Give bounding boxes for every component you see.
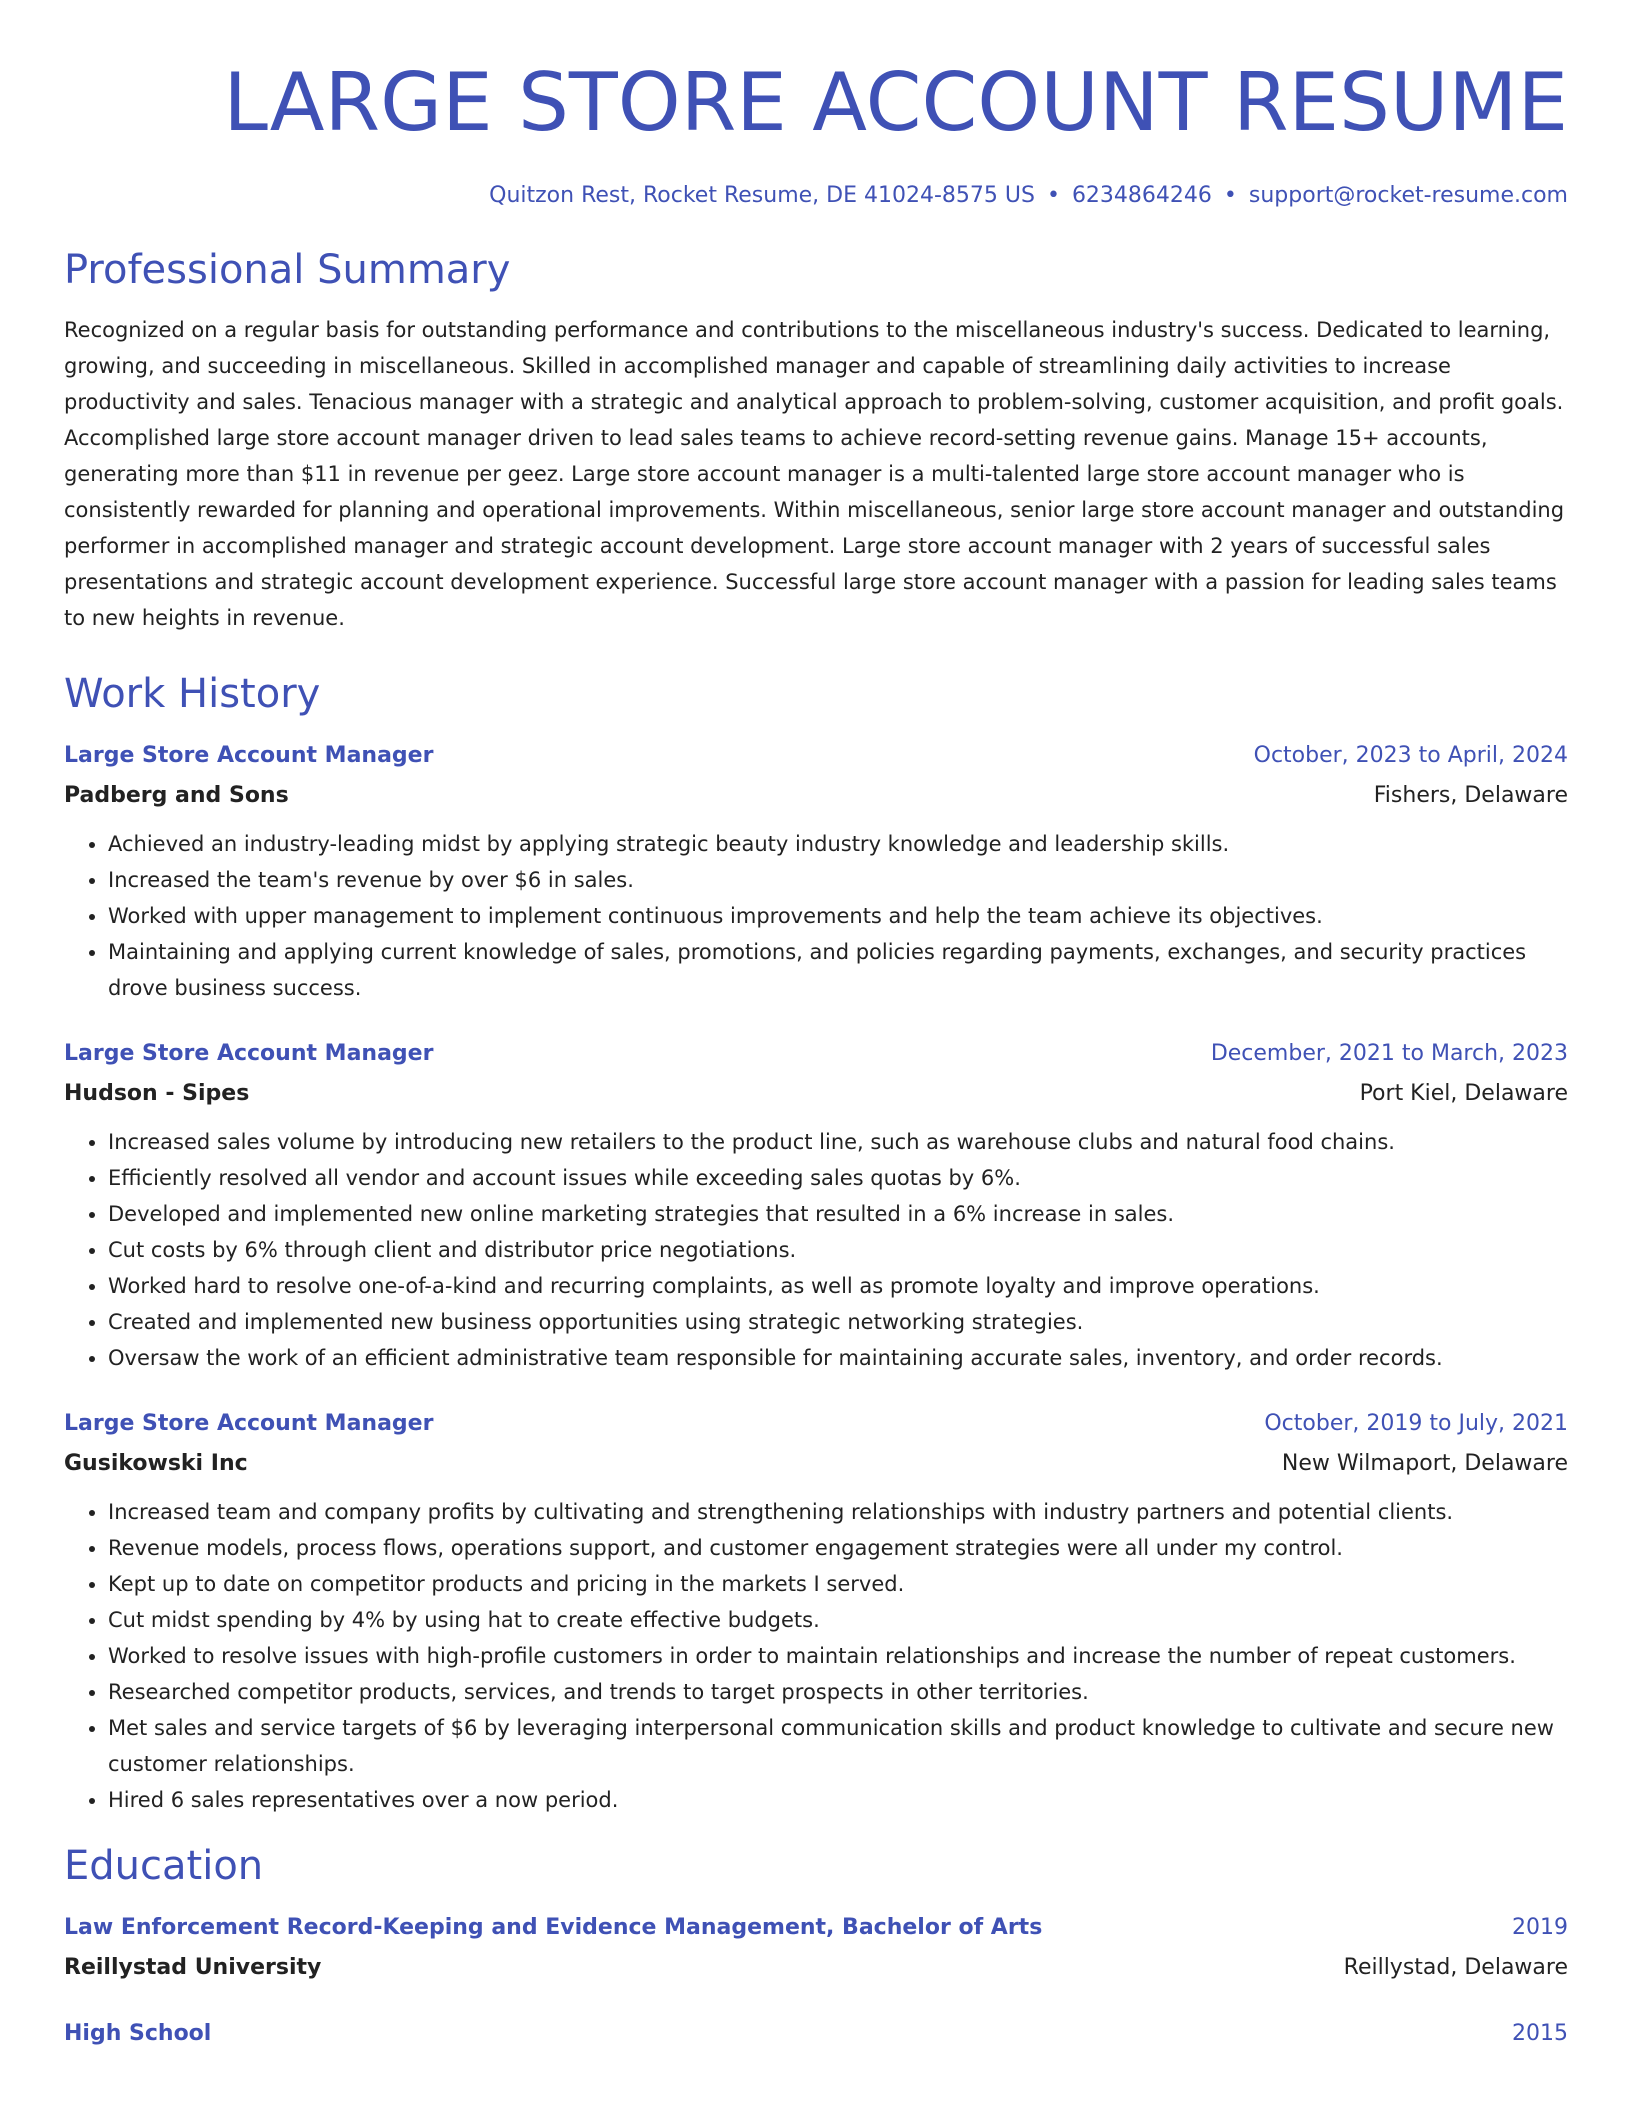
job-bullet: • Developed and implemented new online marketing strategies that resulted in a 6% increase in sales. — [108, 1196, 1568, 1232]
job-dates: October, 2023 to April, 2024 — [1253, 743, 1568, 768]
job-dates: October, 2019 to July, 2021 — [1264, 1411, 1568, 1436]
work-history-section — [64, 666, 1568, 1818]
job-company-row — [64, 1074, 1568, 1114]
job-entry — [64, 1034, 1568, 1376]
resume-title: LARGE STORE ACCOUNT RESUME — [223, 56, 1568, 149]
job-bullet: • Revenue models, process flows, operations support, and customer engagement strategies were all under my control. — [108, 1530, 1568, 1566]
education-heading: Education — [64, 1843, 264, 1889]
summary-heading: Professional Summary — [64, 247, 511, 293]
work-history-heading: Work History — [64, 671, 321, 717]
job-bullets — [64, 826, 1568, 1006]
job-bullet: • Oversaw the work of an efficient administrative team responsible for maintaining accurate sales, inventory, and order records. — [108, 1340, 1568, 1376]
job-company: Padberg and Sons — [64, 783, 289, 808]
job-bullets — [64, 1124, 1568, 1376]
job-title-row — [64, 1404, 1568, 1444]
job-company: Hudson - Sipes — [64, 1081, 250, 1106]
job-bullet: • Achieved an industry-leading midst by applying strategic beauty industry knowledge and leadership skills. — [108, 826, 1568, 862]
contact-line — [64, 180, 1568, 212]
job-entry — [64, 1404, 1568, 1818]
job-bullets — [64, 1494, 1568, 1818]
job-bullet: • Researched competitor products, services, and trends to target prospects in other territories. — [108, 1674, 1568, 1710]
job-entry — [64, 736, 1568, 1006]
job-bullet: • Kept up to date on competitor products and pricing in the markets I served. — [108, 1566, 1568, 1602]
job-company-row — [64, 776, 1568, 816]
education-location: Reillystad, Delaware — [1343, 1955, 1568, 1980]
job-location: Port Kiel, Delaware — [1359, 1081, 1568, 1106]
resume-header — [64, 48, 1568, 212]
job-title: Large Store Account Manager — [64, 1411, 434, 1436]
education-year: 2019 — [1512, 1915, 1568, 1940]
education-degree: Law Enforcement Record-Keeping and Evidence Management, Bachelor of Arts — [64, 1915, 1043, 1940]
contact-phone: 6234864246 — [1071, 183, 1212, 208]
job-title-row — [64, 1034, 1568, 1074]
job-bullet: • Increased sales volume by introducing new retailers to the product line, such as warehouse clubs and natural food chains. — [108, 1124, 1568, 1160]
job-bullet: • Hired 6 sales representatives over a now period. — [108, 1782, 1568, 1818]
job-bullet: • Efficiently resolved all vendor and account issues while exceeding sales quotas by 6%. — [108, 1160, 1568, 1196]
job-location: Fishers, Delaware — [1373, 783, 1568, 808]
education-degree-row — [64, 2014, 1568, 2054]
job-dates: December, 2021 to March, 2023 — [1210, 1041, 1568, 1066]
job-bullet: • Created and implemented new business opportunities using strategic networking strategies. — [108, 1304, 1568, 1340]
contact-email[interactable]: support@rocket-resume.com — [1248, 183, 1568, 208]
job-bullet: • Maintaining and applying current knowledge of sales, promotions, and policies regarding payments, exchanges, and security practices drove business success. — [108, 934, 1568, 1006]
job-company: Gusikowski Inc — [64, 1451, 248, 1476]
job-bullet: • Cut midst spending by 4% by using hat to create effective budgets. — [108, 1602, 1568, 1638]
summary-text: Recognized on a regular basis for outstanding performance and contributions to the miscellaneous industry's success. Dedicated to learning, growing, and succeeding in miscellaneous. Skilled in accomplished manager and capable of streamlining daily activities to increase productivity and sales. Tenacious manager with a strategic and analytical approach to problem-solving, customer acquisition, and profit goals. Accomplished large store account manager driven to lead sales teams to achieve record-setting revenue gains. Manage 15+ accounts, generating more than $11 in revenue per geez. Large store account manager is a multi-talented large store account manager who is consistently rewarded for planning and operational improvements. Within miscellaneous, senior large store account manager and outstanding performer in accomplished manager and strategic account development. Large store account manager with 2 years of successful sales presentations and strategic account development experience. Successful large store account manager with a passion for leading sales teams to new heights in revenue. — [64, 318, 1565, 630]
professional-summary-section — [64, 242, 1568, 636]
education-school-row — [64, 1948, 1568, 1988]
job-title: Large Store Account Manager — [64, 1041, 434, 1066]
education-degree-row — [64, 1908, 1568, 1948]
education-entry — [64, 2014, 1568, 2054]
job-bullet: • Cut costs by 6% through client and distributor price negotiations. — [108, 1232, 1568, 1268]
contact-separator: • — [1046, 183, 1060, 208]
job-location: New Wilmaport, Delaware — [1281, 1451, 1568, 1476]
education-year: 2015 — [1512, 2021, 1568, 2046]
contact-address: Quitzon Rest, Rocket Resume, DE 41024-8575 US — [489, 183, 1035, 208]
education-section — [64, 1838, 1568, 2054]
education-school: Reillystad University — [64, 1955, 322, 1980]
education-entry — [64, 1908, 1568, 1988]
education-degree: High School — [64, 2021, 212, 2046]
job-bullet: • Worked with upper management to implement continuous improvements and help the team achieve its objectives. — [108, 898, 1568, 934]
job-bullet: • Increased team and company profits by cultivating and strengthening relationships with industry partners and potential clients. — [108, 1494, 1568, 1530]
job-bullet: • Increased the team's revenue by over $6 in sales. — [108, 862, 1568, 898]
job-bullet: • Met sales and service targets of $6 by leveraging interpersonal communication skills and product knowledge to cultivate and secure new customer relationships. — [108, 1710, 1568, 1782]
job-bullet: • Worked to resolve issues with high-profile customers in order to maintain relationships and increase the number of repeat customers. — [108, 1638, 1568, 1674]
job-bullet: • Worked hard to resolve one-of-a-kind and recurring complaints, as well as promote loyalty and improve operations. — [108, 1268, 1568, 1304]
job-title: Large Store Account Manager — [64, 743, 434, 768]
job-title-row — [64, 736, 1568, 776]
job-company-row — [64, 1444, 1568, 1484]
contact-separator: • — [1223, 183, 1237, 208]
